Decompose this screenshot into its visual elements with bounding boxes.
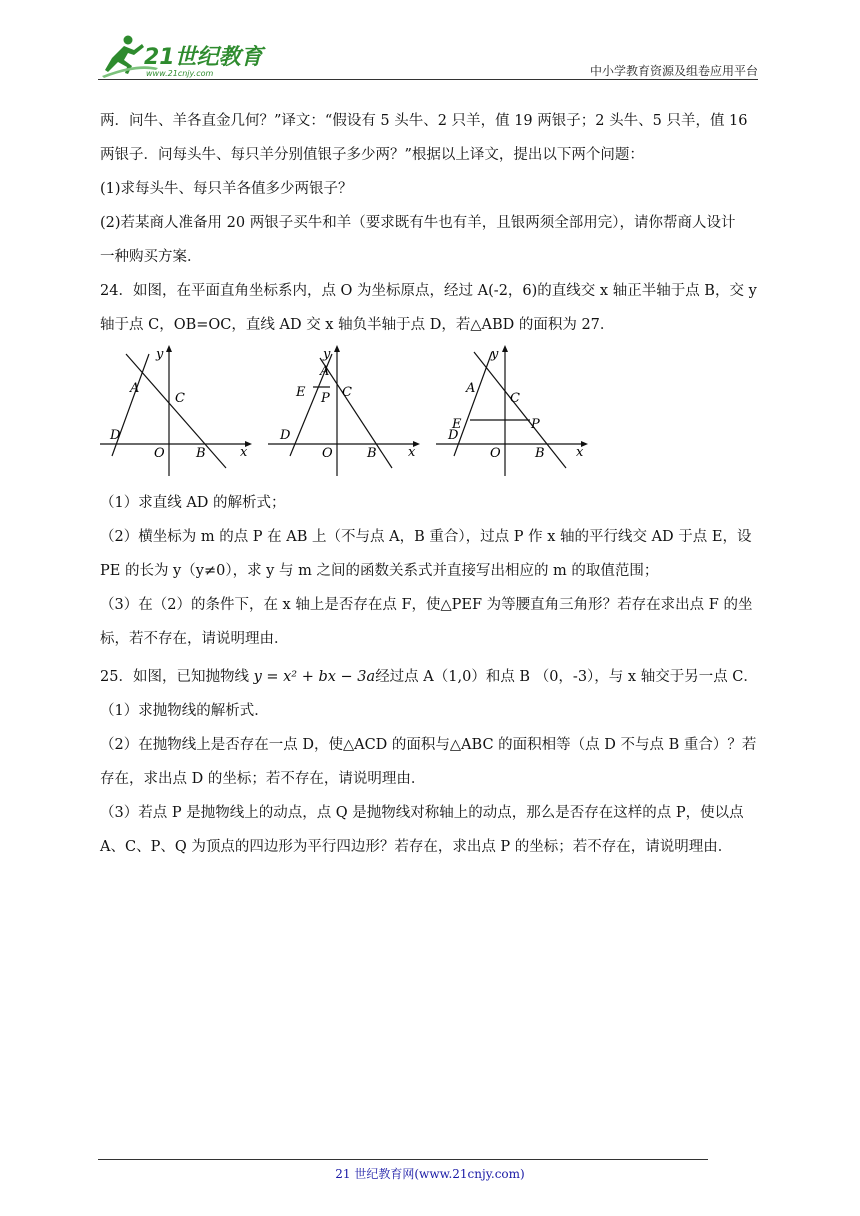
sub-question: （3）若点 P 是抛物线上的动点，点 Q 是抛物线对称轴上的动点，那么是否存在这样的点 P，使以点	[100, 805, 744, 821]
point-e-label: E	[296, 385, 306, 400]
figure-2	[268, 344, 428, 486]
sub-question: （2）在抛物线上是否存在一点 D，使△ACD 的面积与△ABC 的面积相等（点 D 不与点 B 重合）？若	[100, 737, 757, 753]
q25-prefix: 25．如图，已知抛物线	[100, 669, 254, 685]
footer-link[interactable]: 21 世纪教育网(www.21cnjy.com)	[335, 1167, 525, 1181]
text-line: 一种购买方案．	[100, 249, 202, 265]
sub-question: A、C、P、Q 为顶点的四边形为平行四边形？若存在，求出点 P 的坐标；若不存在，请说明理由．	[100, 839, 733, 855]
point-p-label: P	[321, 391, 330, 406]
point-a-label: A	[320, 364, 330, 379]
figure-1	[100, 344, 260, 486]
point-b-label: B	[535, 446, 545, 461]
point-d-label: D	[280, 428, 291, 443]
point-c-label: C	[175, 391, 185, 406]
point-o-label: O	[154, 446, 165, 461]
point-d-label: D	[448, 428, 459, 443]
svg-text:21世纪教育: 21世纪教育	[144, 45, 263, 70]
text-line: (1)求每头牛、每只羊各值多少两银子？	[100, 181, 353, 197]
y-axis-label: y	[491, 347, 499, 362]
question-24-line: 轴于点 C，OB=OC，直线 AD 交 x 轴负半轴于点 D，若△ABD 的面积为 27．	[100, 317, 615, 333]
footer-divider	[98, 1159, 708, 1160]
header-divider	[98, 79, 758, 80]
point-c-label: C	[510, 391, 520, 406]
sub-question: （1）求抛物线的解析式．	[100, 703, 269, 719]
question-24-line: 24．如图，在平面直角坐标系内，点 O 为坐标原点，经过 A(-2，6)的直线交 x 轴正半轴于点 B，交 y	[100, 283, 757, 299]
y-axis-label: y	[323, 347, 331, 362]
point-a-label: A	[130, 381, 140, 396]
sub-question: 标，若不存在，请说明理由．	[100, 631, 289, 647]
page-header	[98, 30, 758, 80]
q25-suffix: 经过点 A（1,0）和点 B （0，-3），与 x 轴交于另一点 C．	[375, 669, 758, 685]
sub-question: PE 的长为 y（y≠0），求 y 与 m 之间的函数关系式并直接写出相应的 m 的取值范围；	[100, 563, 659, 579]
x-axis-label: x	[576, 445, 584, 460]
point-d-label: D	[110, 428, 121, 443]
point-o-label: O	[322, 446, 333, 461]
sub-question: 存在，求出点 D 的坐标；若不存在，请说明理由．	[100, 771, 426, 787]
text-line: (2)若某商人准备用 20 两银子买牛和羊（要求既有牛也有羊，且银两须全部用完），请你帮商人设计	[100, 215, 736, 231]
svg-text:www.21cnjy.com: www.21cnjy.com	[146, 69, 214, 78]
sub-question: （1）求直线 AD 的解析式；	[100, 495, 286, 511]
text-line: 两．问牛、羊各直金几何？”译文：“假设有 5 头牛、2 只羊，值 19 两银子；2 头牛、5 只羊，值 16	[100, 113, 748, 129]
document-body	[100, 104, 762, 864]
x-axis-label: x	[408, 445, 416, 460]
sub-question: （3）在（2）的条件下，在 x 轴上是否存在点 F，使△PEF 为等腰直角三角形？若存在求出点 F 的坐	[100, 597, 753, 613]
text-line: 两银子．问每头牛、每只羊分别值银子多少两？”根据以上译文，提出以下两个问题：	[100, 147, 644, 163]
parabola-formula: y = x² + bx − 3a	[253, 669, 376, 685]
sub-question: （2）横坐标为 m 的点 P 在 AB 上（不与点 A，B 重合），过点 P 作 x 轴的平行线交 AD 于点 E，设	[100, 529, 752, 545]
figure-3	[436, 344, 596, 486]
point-b-label: B	[196, 446, 206, 461]
point-e-label: E	[452, 417, 462, 432]
x-axis-label: x	[240, 445, 248, 460]
point-o-label: O	[490, 446, 501, 461]
point-a-label: A	[466, 381, 476, 396]
point-b-label: B	[367, 446, 377, 461]
point-c-label: C	[342, 385, 352, 400]
point-p-label: P	[531, 417, 540, 432]
figure-row	[100, 344, 762, 482]
y-axis-label: y	[156, 347, 164, 362]
question-25-line	[100, 660, 762, 694]
site-logo	[98, 32, 268, 80]
platform-name: 中小学教育资源及组卷应用平台	[589, 64, 758, 78]
